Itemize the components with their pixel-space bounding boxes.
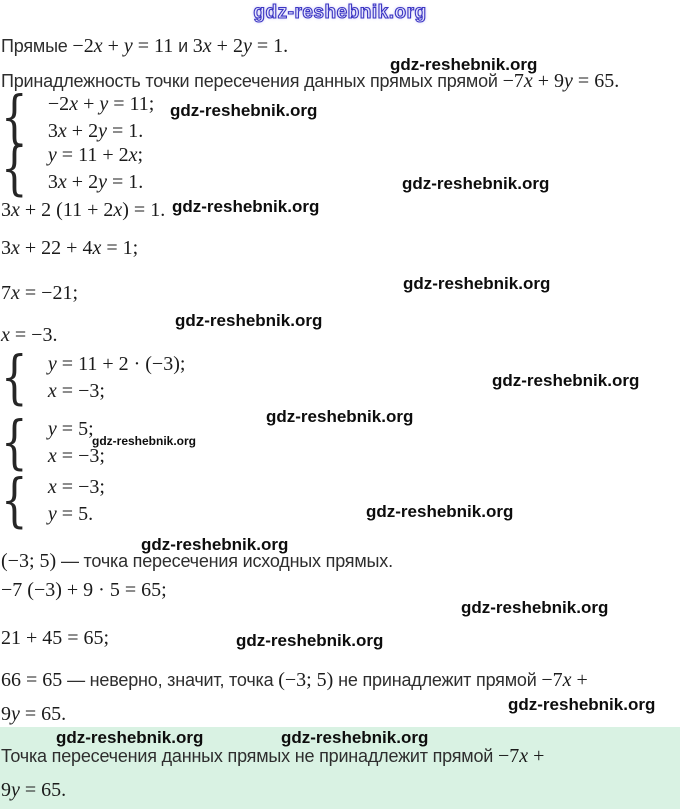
system-5 — [1, 466, 105, 535]
watermark: gdz-reshebnik.org — [172, 197, 320, 216]
site-watermark-link[interactable]: gdz-reshebnik.org — [253, 2, 427, 23]
equation-check: −7 (−3) + 9 · 5 = 65; — [1, 579, 167, 601]
system-4-row-1: y = 5; — [47, 418, 94, 440]
watermark: gdz-reshebnik.org — [170, 101, 318, 120]
equation-substitution: 3x + 2 (11 + 2x) = 1. — [1, 199, 166, 221]
conclusion-text-1: — неверно, значит, точка — [62, 670, 279, 690]
conclusion-math-1: 66 = 65 — [1, 669, 63, 691]
watermark: gdz-reshebnik.org — [492, 371, 640, 390]
system-2 — [1, 134, 144, 203]
system-4-row-2: x = −3; — [47, 445, 105, 467]
watermark: gdz-reshebnik.org — [461, 598, 609, 617]
equation-7x: 7x = −21; — [1, 282, 79, 304]
system-3-row-1: y = 11 + 2 · (−3); — [47, 353, 186, 375]
point-math: (−3; 5) — [1, 550, 57, 572]
equation-x-value: x = −3. — [1, 324, 58, 346]
watermark: gdz-reshebnik.org — [508, 695, 656, 714]
watermark: gdz-reshebnik.org — [402, 174, 550, 193]
answer-line-2: 9y = 65. — [1, 779, 67, 801]
answer-text: Точка пересечения данных прямых не принадлежит прямой — [1, 746, 498, 766]
equation-sum: 21 + 45 = 65; — [1, 627, 110, 649]
point-text: — точка пересечения исходных прямых. — [56, 551, 393, 571]
brace-icon: { — [1, 134, 28, 203]
watermark: gdz-reshebnik.org — [390, 55, 538, 74]
system-2-row-2: 3x + 2y = 1. — [47, 171, 144, 193]
brace-icon: { — [1, 466, 28, 535]
intro-text-2: и — [173, 36, 193, 56]
system-5-row-2: y = 5. — [47, 503, 94, 525]
system-2-row-1: y = 11 + 2x; — [47, 144, 144, 166]
equation-expanded: 3x + 22 + 4x = 1; — [1, 237, 139, 259]
conclusion-math-2: (−3; 5) — [278, 669, 334, 691]
intro-text-1: Прямые — [1, 36, 73, 56]
system-1-row-1: −2x + y = 11; — [47, 93, 155, 115]
watermark: gdz-reshebnik.org — [281, 728, 429, 747]
brace-icon: { — [1, 343, 28, 412]
answer-line-1 — [1, 743, 544, 771]
watermark: gdz-reshebnik.org — [403, 274, 551, 293]
task-math: −7x + 9y = 65. — [502, 70, 620, 92]
conclusion-math-3: −7x + — [541, 669, 588, 691]
conclusion-text-2: не принадлежит прямой — [333, 670, 542, 690]
watermark: gdz-reshebnik.org — [141, 535, 289, 554]
system-3-row-2: x = −3; — [47, 380, 105, 402]
point-line — [1, 548, 393, 576]
conclusion-line — [1, 667, 588, 695]
intro-math-1: −2x + y = 11 — [72, 35, 174, 57]
brace-icon: { — [1, 408, 28, 477]
watermark: gdz-reshebnik.org — [92, 434, 197, 448]
watermark: gdz-reshebnik.org — [56, 728, 204, 747]
system-1-row-2: 3x + 2y = 1. — [47, 120, 144, 142]
intro-math-2: 3x + 2y = 1. — [192, 35, 289, 57]
watermark: gdz-reshebnik.org — [266, 407, 414, 426]
brace-icon: { — [1, 83, 28, 152]
watermark: gdz-reshebnik.org — [366, 502, 514, 521]
watermark: gdz-reshebnik.org — [236, 631, 384, 650]
system-5-row-1: x = −3; — [47, 476, 105, 498]
answer-math-1: −7x + — [497, 745, 545, 767]
conclusion-continued: 9y = 65. — [1, 703, 67, 725]
task-text: Принадлежность точки пересечения данных прямых прямой — [1, 71, 503, 91]
intro-line — [1, 33, 288, 61]
watermark: gdz-reshebnik.org — [175, 311, 323, 330]
system-3 — [1, 343, 186, 412]
system-4 — [1, 408, 105, 477]
